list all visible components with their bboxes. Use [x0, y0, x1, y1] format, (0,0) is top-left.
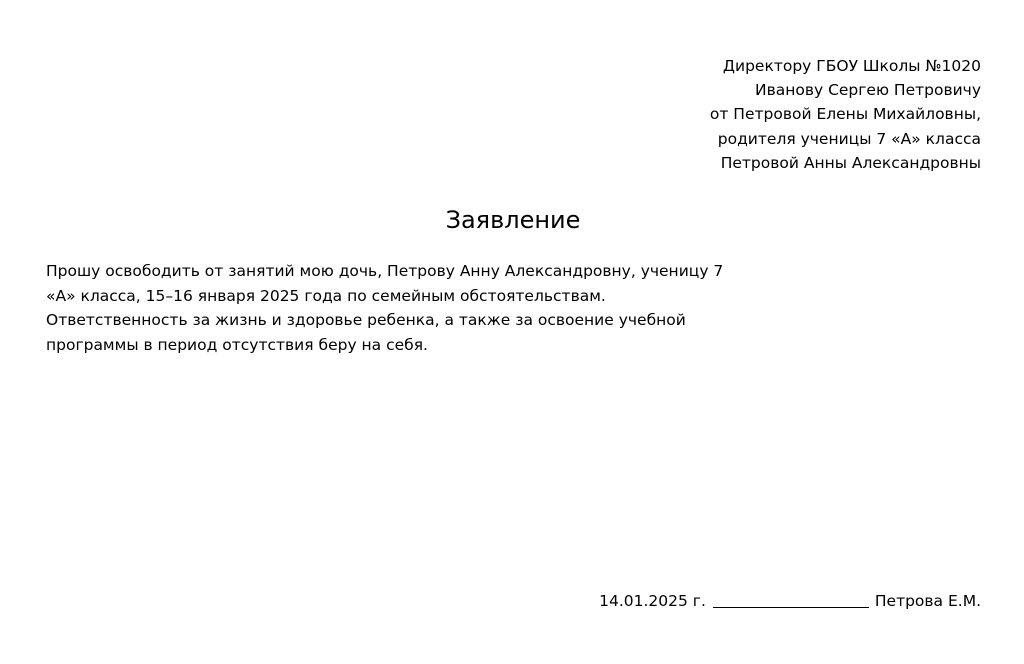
- signature-name: Петрова Е.М.: [874, 592, 981, 610]
- body-line-3: Ответственность за жизнь и здоровье ребенка, а также за освоение учебной: [46, 311, 686, 329]
- addressee-line-student: Петровой Анны Александровны: [720, 153, 981, 172]
- document-title: Заявление: [445, 206, 581, 234]
- addressee-line-name: Иванову Сергею Петровичу: [754, 81, 981, 100]
- signature-row: [599, 589, 981, 611]
- addressee-line-director: Директору ГБОУ Школы №1020: [722, 57, 981, 75]
- body-line-1: Прошу освободить от занятий мою дочь, Петрову Анну Александровну, ученицу 7: [46, 262, 724, 280]
- addressee-block: [561, 54, 981, 175]
- statement-body: [46, 259, 786, 357]
- addressee-line-parent: родителя ученицы 7 «А» класса: [717, 129, 981, 148]
- signature-date: 14.01.2025 г.: [599, 592, 706, 610]
- body-line-4: программы в период отсутствия беру на себя.: [46, 335, 428, 354]
- signature-line: [713, 591, 869, 608]
- body-line-2: «А» класса, 15–16 января 2025 года по семейным обстоятельствам.: [46, 286, 606, 305]
- addressee-line-from: от Петровой Елены Михайловны,: [709, 105, 981, 124]
